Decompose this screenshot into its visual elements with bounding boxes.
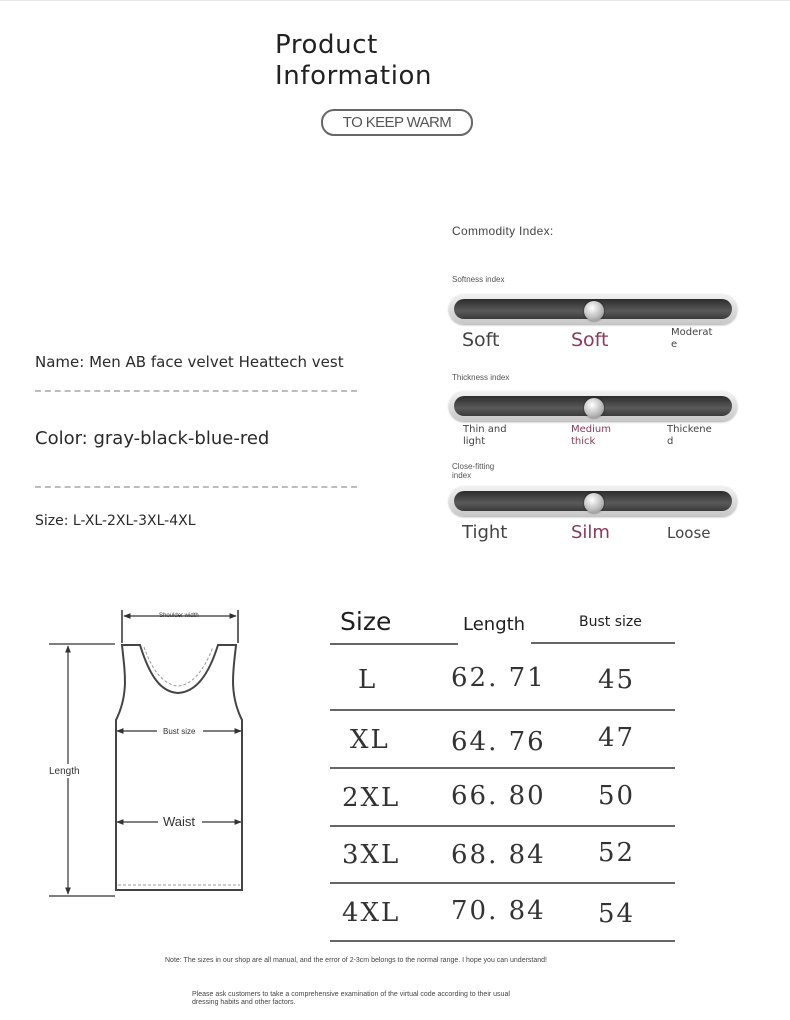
table-row bbox=[330, 655, 675, 700]
thickness-option-thin: Thin and light bbox=[463, 424, 507, 447]
bust-cell: 47 bbox=[598, 723, 636, 753]
table-bottom-rule bbox=[330, 940, 675, 942]
slider-knob[interactable] bbox=[584, 493, 604, 513]
softness-option-soft-selected: Soft bbox=[571, 329, 609, 351]
bust-cell: 45 bbox=[598, 665, 636, 695]
table-row bbox=[330, 773, 675, 818]
size-cell: 4XL bbox=[342, 898, 401, 928]
softness-slider[interactable] bbox=[449, 294, 737, 324]
dressing-note: Please ask customers to take a comprehensive examination of the virtual code according to their usual dressing habits and other factors. bbox=[192, 991, 510, 1006]
thickness-index-label: Thickness index bbox=[452, 373, 510, 382]
size-cell: L bbox=[358, 665, 378, 695]
size-cell: 3XL bbox=[342, 840, 401, 870]
product-name: Name: Men AB face velvet Heattech vest bbox=[35, 353, 344, 371]
table-row-rule bbox=[330, 825, 675, 827]
table-row bbox=[330, 887, 675, 932]
slider-knob[interactable] bbox=[584, 398, 604, 418]
length-cell: 70. 84 bbox=[451, 896, 546, 926]
bust-cell: 54 bbox=[598, 899, 636, 929]
size-note: Note: The sizes in our shop are all manual, and the error of 2-3cm belongs to the normal range. I hope you can understand! bbox=[165, 957, 547, 964]
title-line-2: Information bbox=[275, 61, 433, 91]
keep-warm-badge bbox=[321, 109, 473, 136]
waist-label: Waist bbox=[163, 814, 196, 829]
page-title bbox=[275, 30, 432, 92]
length-cell: 62. 71 bbox=[451, 663, 546, 693]
softness-option-moderate: Moderat e bbox=[671, 327, 713, 350]
commodity-index-title: Commodity Index: bbox=[452, 224, 554, 238]
table-header-rule bbox=[531, 642, 675, 644]
size-header: Size bbox=[340, 607, 392, 636]
dashed-divider bbox=[35, 486, 357, 488]
bust-size-header: Bust size bbox=[579, 614, 642, 630]
length-cell: 66. 80 bbox=[451, 781, 546, 811]
softness-option-soft: Soft bbox=[462, 329, 500, 351]
product-size: Size: L-XL-2XL-3XL-4XL bbox=[35, 513, 196, 529]
slider-track bbox=[454, 396, 732, 416]
table-row bbox=[330, 830, 675, 875]
table-row-rule bbox=[330, 767, 675, 769]
softness-index-label: Softness index bbox=[452, 275, 505, 284]
close-fitting-slider[interactable] bbox=[449, 486, 737, 516]
size-cell: 2XL bbox=[342, 783, 401, 813]
top-divider bbox=[0, 0, 790, 1]
length-cell: 68. 84 bbox=[451, 840, 546, 870]
table-header-rule bbox=[330, 643, 458, 645]
length-label: Length bbox=[49, 766, 80, 777]
size-cell: XL bbox=[350, 725, 390, 755]
thickness-option-medium: Medium thick bbox=[571, 424, 611, 447]
bust-size-label: Bust size bbox=[163, 727, 196, 736]
length-header: Length bbox=[463, 614, 526, 635]
bust-cell: 52 bbox=[598, 838, 636, 868]
slider-knob[interactable] bbox=[584, 301, 604, 321]
length-cell: 64. 76 bbox=[451, 727, 546, 757]
table-row-rule bbox=[330, 882, 675, 884]
fit-option-silm: Silm bbox=[571, 522, 610, 543]
keep-warm-badge-label: TO KEEP WARM bbox=[342, 114, 452, 131]
vest-measurement-diagram bbox=[45, 607, 250, 902]
fit-option-tight: Tight bbox=[462, 522, 508, 543]
vest-outline bbox=[116, 645, 242, 890]
product-color: Color: gray-black-blue-red bbox=[35, 428, 270, 449]
shoulder-width-label: Shoulder width bbox=[159, 613, 199, 619]
table-row-rule bbox=[330, 709, 675, 711]
slider-track bbox=[454, 491, 732, 511]
table-row bbox=[330, 715, 675, 760]
fit-option-loose: Loose bbox=[667, 524, 711, 542]
title-line-1: Product bbox=[275, 30, 378, 60]
slider-track bbox=[454, 299, 732, 319]
thickness-option-thickened: Thickene d bbox=[667, 424, 712, 447]
close-fitting-index-label: Close-fitting index bbox=[452, 462, 495, 480]
bust-cell: 50 bbox=[598, 781, 636, 811]
dashed-divider bbox=[35, 390, 357, 392]
thickness-slider[interactable] bbox=[449, 391, 737, 421]
neck-stitch bbox=[144, 647, 213, 686]
